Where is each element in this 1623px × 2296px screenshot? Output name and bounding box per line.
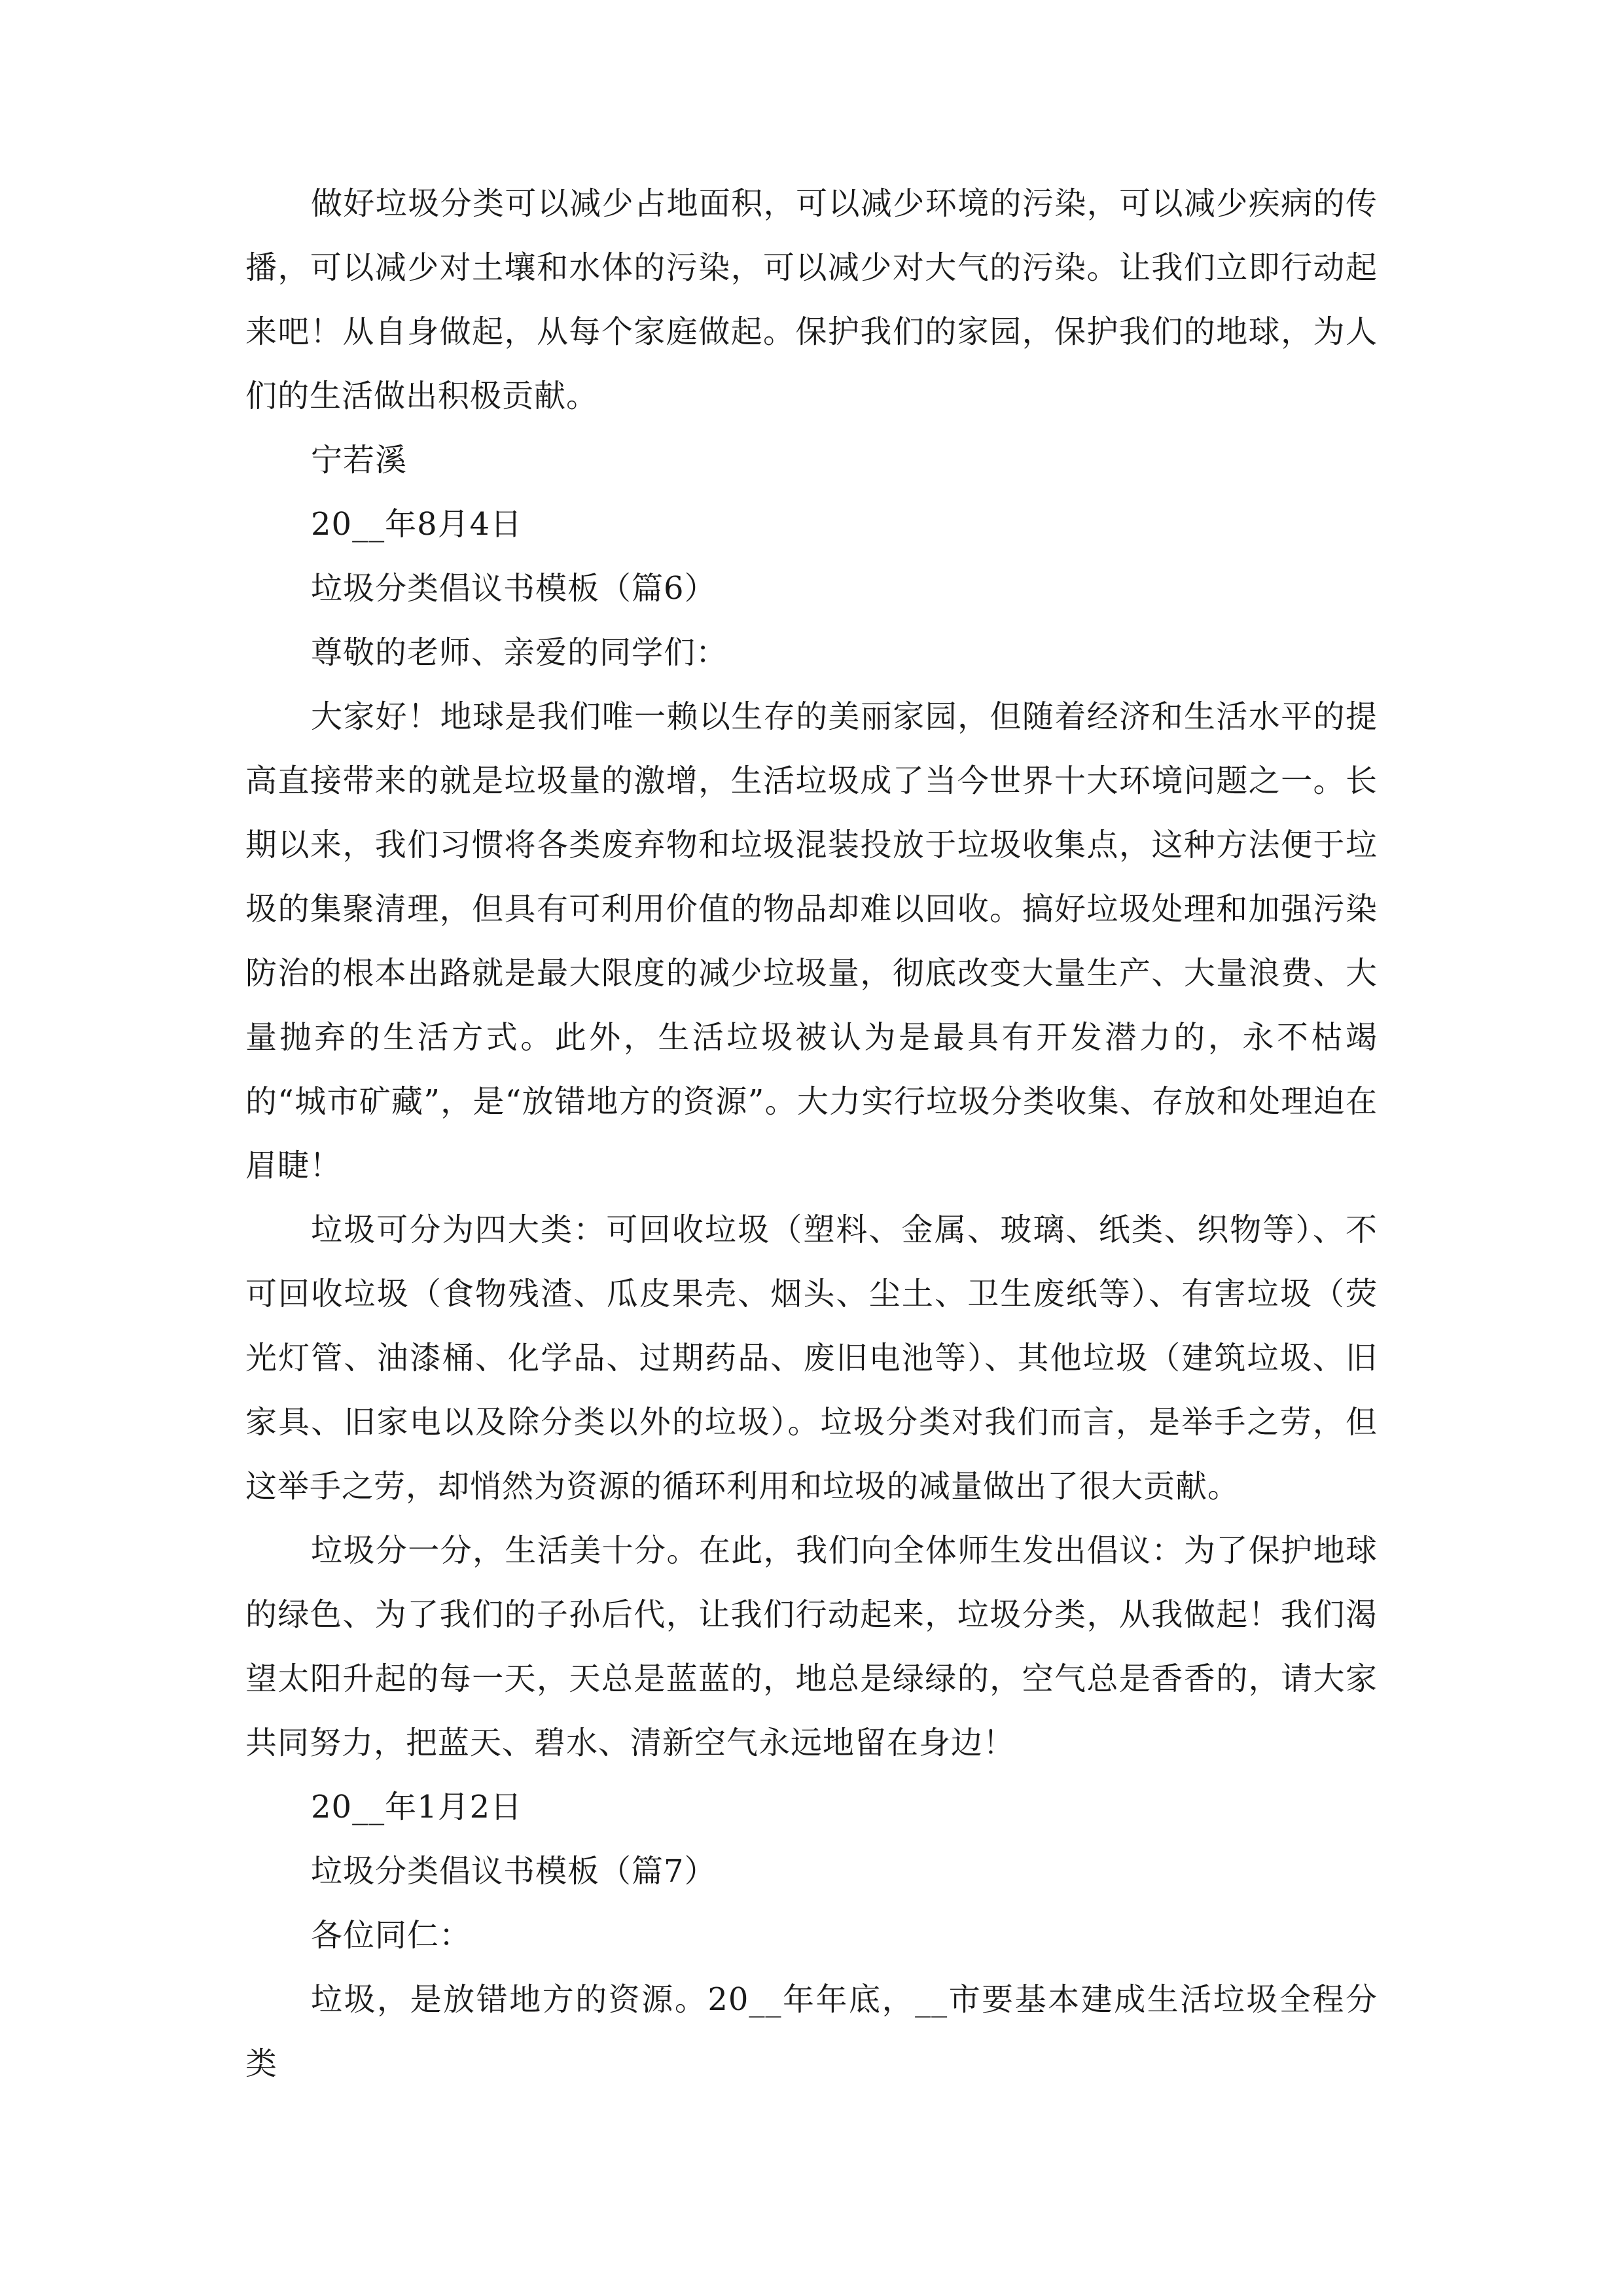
document-body — [245, 171, 1378, 2096]
date-6: 20__年1月2日 — [311, 1789, 523, 1825]
paragraph-intro-6: 大家好！地球是我们唯一赖以生存的美丽家园，但随着经济和生活水平的提高直接带来的就是垃圾量的激增，生活垃圾成了当今世界十大环境问题之一。长期以来，我们习惯将各类废弃物和垃圾混装投放于垃圾收集点，这种方法便于垃圾的集聚清理，但具有可利用价值的物品却难以回收。搞好垃圾处理和加强污染防治的根本出路就是最大限度的减少垃圾量，彻底改变大量生产、大量浪费、大量抛弃的生活方式。此外，生活垃圾被认为是最具有开发潜力的，永不枯竭的“城市矿藏”，是“放错地方的资源”。大力实行垃圾分类收集、存放和处理迫在眉睫！ — [245, 698, 1378, 1184]
paragraph-categories-6: 垃圾可分为四大类：可回收垃圾（塑料、金属、玻璃、纸类、织物等）、不可回收垃圾（食物残渣、瓜皮果壳、烟头、尘土、卫生废纸等）、有害垃圾（荧光灯管、油漆桶、化学品、过期药品、废旧电池等）、其他垃圾（建筑垃圾、旧家具、旧家电以及除分类以外的垃圾）。垃圾分类对我们而言，是举手之劳，但这举手之劳，却悄然为资源的循环利用和垃圾的减量做出了很大贡献。 — [245, 1211, 1378, 1505]
signature-name: 宁若溪 — [311, 442, 408, 478]
section-title-6: 垃圾分类倡议书模板（篇6） — [311, 570, 717, 607]
paragraph-proposal-6: 垃圾分一分，生活美十分。在此，我们向全体师生发出倡议：为了保护地球的绿色、为了我们的子孙后代，让我们行动起来，垃圾分类，从我做起！我们渴望太阳升起的每一天，天总是蓝蓝的，地总是绿绿的，空气总是香香的，请大家共同努力，把蓝天、碧水、清新空气永远地留在身边！ — [245, 1532, 1378, 1761]
section-title-7: 垃圾分类倡议书模板（篇7） — [311, 1853, 717, 1890]
paragraph-conclusion: 做好垃圾分类可以减少占地面积，可以减少环境的污染，可以减少疾病的传播，可以减少对土壤和水体的污染，可以减少对大气的污染。让我们立即行动起来吧！从自身做起，从每个家庭做起。保护我们的家园，保护我们的地球，为人们的生活做出积极贡献。 — [245, 185, 1378, 414]
salutation-6: 尊敬的老师、亲爱的同学们： — [311, 634, 728, 671]
paragraph-intro-7: 垃圾，是放错地方的资源。20__年年底，__市要基本建成生活垃圾全程分类 — [245, 1981, 1378, 2082]
signature-date: 20__年8月4日 — [311, 506, 523, 543]
salutation-7: 各位同仁： — [311, 1917, 472, 1954]
